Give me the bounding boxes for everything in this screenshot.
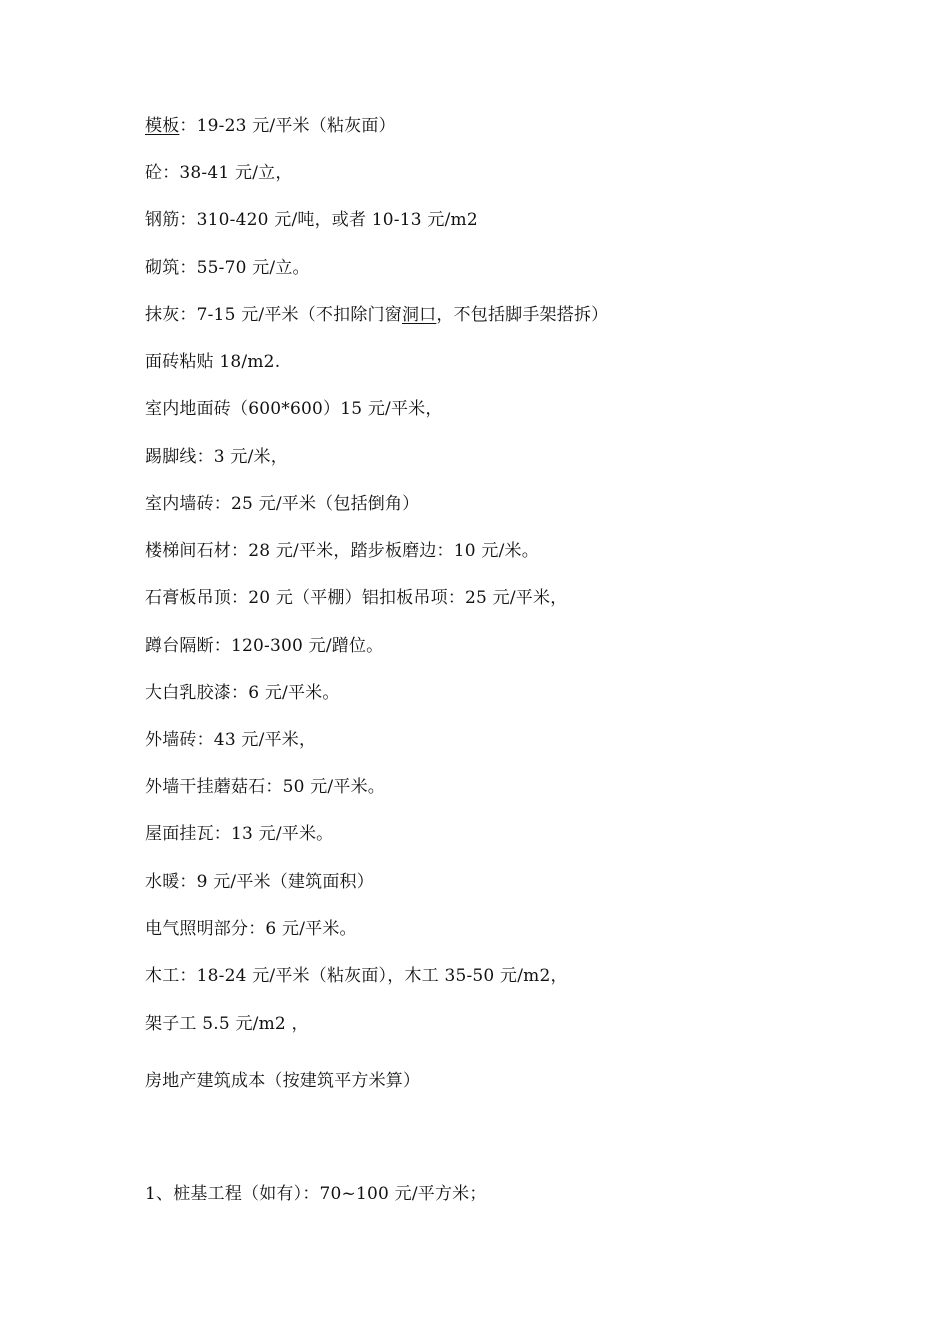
line-formwork	[145, 115, 396, 137]
line-stair-stone: 楼梯间石材：28 元/平米，踏步板磨边：10 元/米。	[145, 541, 539, 561]
list-item-pile-foundation: 1、桩基工程（如有）：70~100 元/平方米；	[145, 1184, 487, 1204]
line-masonry: 砌筑：55-70 元/立。	[145, 258, 310, 278]
line-concrete: 砼：38-41 元/立，	[145, 163, 293, 183]
underlined-term-opening: 洞口	[401, 305, 437, 325]
underlined-term-formwork: 模板	[145, 116, 180, 136]
line-exterior-stone: 外墙干挂蘑菇石：50 元/平米。	[145, 777, 385, 797]
line-text: ，不包括脚手架搭拆）	[436, 305, 609, 325]
section-heading: 房地产建筑成本（按建筑平方米算）	[145, 1071, 421, 1091]
line-exterior-tile: 外墙砖：43 元/平米，	[145, 730, 317, 750]
line-ceiling: 石膏板吊顶：20 元（平棚）铝扣板吊项：25 元/平米，	[145, 588, 568, 608]
line-skirting: 踢脚线：3 元/米，	[145, 447, 288, 467]
line-tile-paste: 面砖粘贴 18/m2.	[145, 352, 281, 372]
line-plumbing-heating: 水暖：9 元/平米（建筑面积）	[145, 872, 374, 892]
line-floor-tile: 室内地面砖（600*600）15 元/平米，	[145, 399, 443, 419]
line-roof-tile: 屋面挂瓦：13 元/平米。	[145, 824, 334, 844]
line-latex-paint: 大白乳胶漆：6 元/平米。	[145, 683, 340, 703]
line-scaffolding: 架子工 5.5 元/m2 ，	[145, 1014, 309, 1034]
line-text: 抹灰：7-15 元/平米（不扣除门窗	[145, 305, 402, 325]
line-wall-tile: 室内墙砖：25 元/平米（包括倒角）	[145, 494, 420, 514]
line-carpentry: 木工：18-24 元/平米（粘灰面），木工 35-50 元/m2，	[145, 966, 568, 986]
line-text: ：19-23 元/平米（粘灰面）	[179, 116, 396, 136]
line-rebar: 钢筋：310-420 元/吨，或者 10-13 元/m2	[145, 210, 478, 230]
line-electrical: 电气照明部分：6 元/平米。	[145, 919, 357, 939]
line-plastering	[145, 304, 608, 326]
line-partition: 蹲台隔断：120-300 元/蹭位。	[145, 636, 384, 656]
